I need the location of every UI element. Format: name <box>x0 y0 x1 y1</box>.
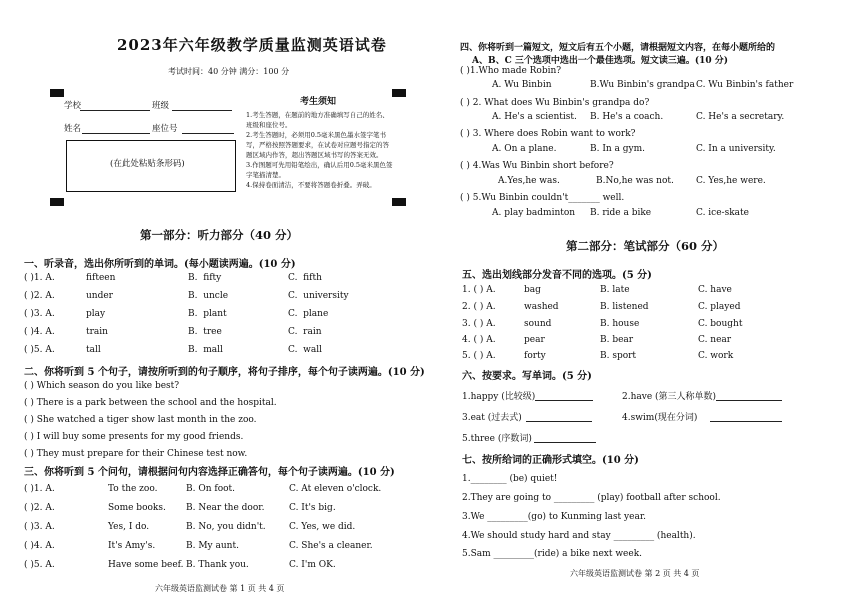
note-item: 4.保持卷面清洁，不要将答题卷折叠。弄破。 <box>246 181 376 189</box>
school-field[interactable] <box>80 110 150 111</box>
class-label: 班级 <box>152 101 170 111</box>
s2-item: ( ) She watched a tiger show last month in the zoo. <box>24 415 257 425</box>
s3-opt-b: B. On foot. <box>186 484 236 494</box>
s6-item: 2.have (第三人称单数) <box>622 392 717 402</box>
s3-opt-b: B. Thank you. <box>186 560 249 570</box>
s1-num: ( )3. A. <box>24 309 55 319</box>
s3-opt-a: To the zoo. <box>108 484 158 494</box>
section4-title-line2: A、B、C 三个选项中选出一个最佳选项。短文读三遍。(10 分) <box>472 56 729 66</box>
right-page <box>430 0 860 609</box>
s6-item: 1.happy (比较级) <box>462 392 536 402</box>
s4-opt-a: A.Yes,he was. <box>498 176 560 186</box>
corner-mark <box>50 89 64 97</box>
s4-question: ( ) 3. Where does Robin want to work? <box>460 129 636 139</box>
s1-num: ( )2. A. <box>24 291 55 301</box>
s6-item: 5.three (序数词) <box>462 434 532 444</box>
s4-opt-a: A. Wu Binbin <box>492 80 552 90</box>
s3-opt-a: Have some beef. <box>108 560 184 570</box>
s1-opt-c: C. fifth <box>288 273 322 283</box>
s5-opt-a: sound <box>524 319 552 329</box>
s3-num: ( )1. A. <box>24 484 55 494</box>
section2-title: 二、你将听到 5 个句子，请按所听到的句子顺序，将句子排序，每个句子读两遍。(10 分) <box>24 367 425 378</box>
s5-opt-b: B. house <box>600 319 640 329</box>
s3-opt-a: It's Amy's. <box>108 541 156 551</box>
s2-item: ( ) I will buy some presents for my good friends. <box>24 432 244 442</box>
s5-num: 3. ( ) A. <box>462 319 496 329</box>
s3-opt-b: B. My aunt. <box>186 541 239 551</box>
s1-opt-c: C. university <box>288 291 349 301</box>
class-field[interactable] <box>172 110 232 111</box>
s5-opt-a: forty <box>524 351 546 361</box>
notes-title: 考生须知 <box>300 97 337 107</box>
s5-num: 5. ( ) A. <box>462 351 496 361</box>
section6-title: 六、按要求。写单词。(5 分) <box>462 371 592 382</box>
s1-opt-a: tall <box>86 345 101 355</box>
s6-answer-line[interactable] <box>534 442 596 443</box>
s5-opt-b: B. sport <box>600 351 637 361</box>
s1-opt-b: B. tree <box>188 327 222 337</box>
s4-question: ( ) 2. What does Wu Binbin's grandpa do? <box>460 98 650 108</box>
s4-opt-a: A. On a plane. <box>492 144 557 154</box>
s5-opt-c: C. work <box>698 351 734 361</box>
s5-opt-b: B. bear <box>600 335 634 345</box>
s4-question: ( ) 5.Wu Binbin couldn't_______ well. <box>460 193 625 203</box>
s1-opt-a: fifteen <box>86 273 116 283</box>
s4-opt-b: B. ride a bike <box>590 208 652 218</box>
s3-opt-a: Some books. <box>108 503 166 513</box>
corner-mark <box>392 89 406 97</box>
s1-opt-c: C. plane <box>288 309 329 319</box>
exam-time-score: 考试时间：40 分钟 满分：100 分 <box>168 67 290 76</box>
corner-mark <box>392 198 406 206</box>
s3-opt-c: C. She's a cleaner. <box>289 541 373 551</box>
barcode-label: (在此处粘贴条形码) <box>110 159 185 169</box>
name-label: 姓名 <box>64 124 82 134</box>
seat-label: 座位号 <box>152 124 178 134</box>
s3-opt-c: C. Yes, we did. <box>289 522 356 532</box>
s1-opt-b: B. mall <box>188 345 223 355</box>
exam-title: 2023年六年级教学质量监测英语试卷 <box>117 36 387 54</box>
s2-item: ( ) They must prepare for their Chinese test now. <box>24 449 248 459</box>
notes-list <box>246 110 394 190</box>
s5-opt-c: C. near <box>698 335 732 345</box>
section7-title: 七、按所给词的正确形式填空。(10 分) <box>462 455 639 466</box>
s6-answer-line[interactable] <box>535 400 593 401</box>
s4-opt-c: C. He's a secretary. <box>696 112 785 122</box>
s3-opt-a: Yes, I do. <box>108 522 150 532</box>
s1-opt-a: under <box>86 291 113 301</box>
s4-opt-c: C. Yes,he were. <box>696 176 766 186</box>
school-label: 学校 <box>64 101 82 111</box>
s6-answer-line[interactable] <box>716 400 782 401</box>
s3-num: ( )2. A. <box>24 503 55 513</box>
section4-title-line1: 四、你将听到一篇短文，短文后有五个小题，请根据短文内容，在每小题所给的 <box>460 43 776 53</box>
section3-title: 三、你将听到 5 个问句，请根据问句内容选择正确答句，每个句子读两遍。(10 分) <box>24 467 395 478</box>
s4-opt-c: C. Wu Binbin's father <box>696 80 794 90</box>
s5-opt-c: C. played <box>698 302 741 312</box>
part1-title: 第一部分：听力部分（40 分） <box>140 228 299 242</box>
note-item: 2.考生答题时，必须用0.5毫米黑色墨水签字笔书写，严格按照答题要求，在试卷对应题号指定的答题区域内作答，超出答题区域书写的答案无效。 <box>246 131 389 159</box>
s7-item: 3.We _________(go) to Kunming last year. <box>462 512 646 522</box>
footer-page-2: 六年级英语监测试卷 第 2 页 共 4 页 <box>570 569 700 578</box>
s4-opt-a: A. play badminton <box>492 208 576 218</box>
s4-opt-b: B.Wu Binbin's grandpa <box>590 80 695 90</box>
footer-page-1: 六年级英语监测试卷 第 1 页 共 4 页 <box>155 584 285 593</box>
s5-opt-b: B. listened <box>600 302 649 312</box>
s4-question: ( ) 4.Was Wu Binbin short before? <box>460 161 614 171</box>
s3-opt-b: B. Near the door. <box>186 503 265 513</box>
s5-num: 4. ( ) A. <box>462 335 496 345</box>
s1-opt-a: train <box>86 327 108 337</box>
s4-opt-c: C. In a university. <box>696 144 776 154</box>
s3-opt-c: C. It's big. <box>289 503 336 513</box>
s1-opt-b: B. uncle <box>188 291 229 301</box>
section5-title: 五、选出划线部分发音不同的选项。(5 分) <box>462 270 652 281</box>
s3-num: ( )4. A. <box>24 541 55 551</box>
s2-item: ( ) There is a park between the school and the hospital. <box>24 398 277 408</box>
s4-opt-b: B. He's a coach. <box>590 112 664 122</box>
s1-opt-b: B. fifty <box>188 273 222 283</box>
s5-opt-b: B. late <box>600 285 630 295</box>
s4-opt-b: B. In a gym. <box>590 144 646 154</box>
part2-title: 第二部分：笔试部分（60 分） <box>566 239 725 253</box>
s7-item: 1.________ (be) quiet! <box>462 474 558 484</box>
corner-mark <box>50 198 64 206</box>
s3-num: ( )3. A. <box>24 522 55 532</box>
s6-item: 4.swim(现在分词) <box>622 413 698 423</box>
seat-field[interactable] <box>182 133 234 134</box>
s5-num: 1. ( ) A. <box>462 285 496 295</box>
s3-opt-c: C. At eleven o'clock. <box>289 484 382 494</box>
s1-opt-c: C. rain <box>288 327 322 337</box>
s1-opt-c: C. wall <box>288 345 322 355</box>
s5-opt-a: washed <box>524 302 559 312</box>
note-item: 3.作图题可先用铅笔绘出，确认后用0.5毫米黑色签字笔描清楚。 <box>246 161 393 179</box>
s1-num: ( )1. A. <box>24 273 55 283</box>
s5-opt-c: C. have <box>698 285 732 295</box>
s5-num: 2. ( ) A. <box>462 302 496 312</box>
s1-opt-a: play <box>86 309 106 319</box>
s6-answer-line[interactable] <box>710 421 782 422</box>
s1-num: ( )4. A. <box>24 327 55 337</box>
s5-opt-c: C. bought <box>698 319 743 329</box>
s6-item: 3.eat (过去式) <box>462 413 522 423</box>
note-item: 1.考生答题，在题前的地方准确填写自己的姓名、班级和座位号。 <box>246 111 389 129</box>
s4-question: ( )1.Who made Robin? <box>460 66 562 76</box>
s6-answer-line[interactable] <box>526 421 592 422</box>
name-field[interactable] <box>82 133 150 134</box>
s4-opt-c: C. ice-skate <box>696 208 749 218</box>
s2-item: ( ) Which season do you like best? <box>24 381 180 391</box>
section1-title: 一、听录音，选出你所听到的单词。(每小题读两遍。(10 分) <box>24 259 296 270</box>
s7-item: 2.They are going to _________ (play) football after school. <box>462 493 721 503</box>
s5-opt-a: bag <box>524 285 541 295</box>
s7-item: 5.Sam _________(ride) a bike next week. <box>462 549 643 559</box>
s4-opt-a: A. He's a scientist. <box>492 112 577 122</box>
s3-opt-b: B. No, you didn't. <box>186 522 266 532</box>
s5-opt-a: pear <box>524 335 545 345</box>
s7-item: 4.We should study hard and stay _________ (health). <box>462 531 696 541</box>
s3-num: ( )5. A. <box>24 560 55 570</box>
s1-num: ( )5. A. <box>24 345 55 355</box>
s3-opt-c: C. I'm OK. <box>289 560 336 570</box>
s1-opt-b: B. plant <box>188 309 227 319</box>
s4-opt-b: B.No,he was not. <box>596 176 674 186</box>
